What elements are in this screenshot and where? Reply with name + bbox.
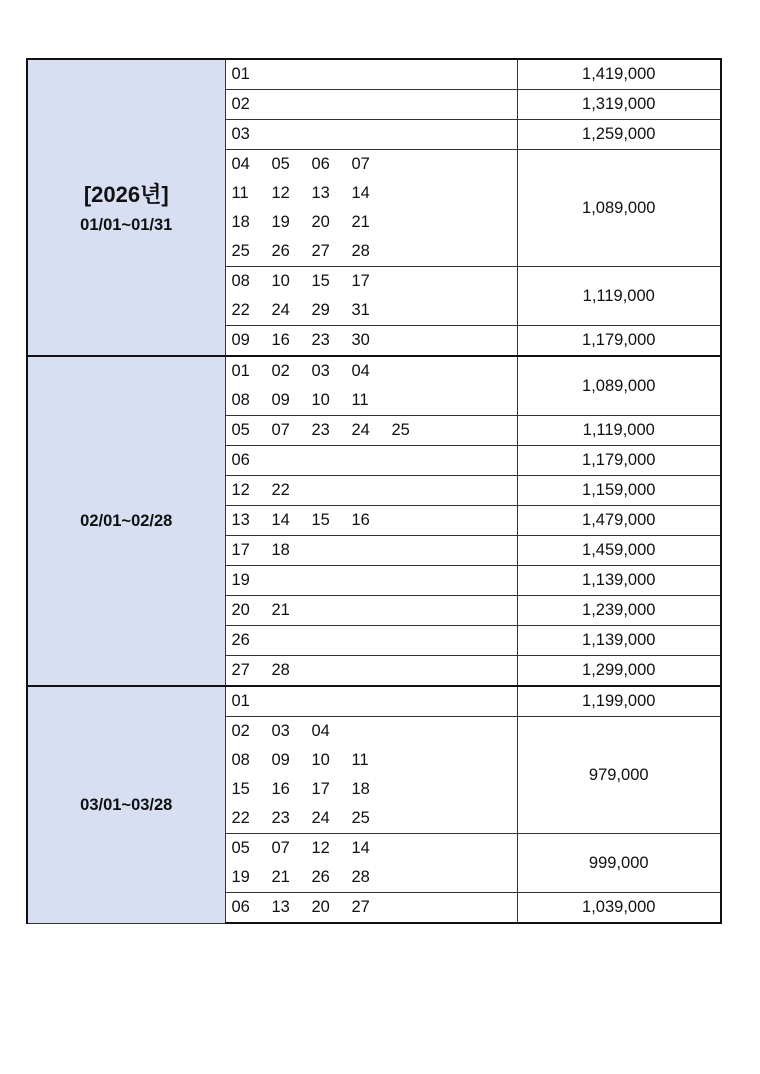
date-line: [232, 834, 517, 863]
date-line: [232, 775, 517, 804]
day-number: 03: [231, 125, 250, 143]
day-number: 22: [271, 481, 290, 499]
day-number: 11: [351, 751, 369, 769]
date-line: [232, 687, 517, 716]
day-number: 01: [231, 65, 250, 83]
day-number: 19: [271, 213, 290, 231]
departure-dates-cell: [225, 566, 517, 596]
day-number: 22: [231, 301, 250, 319]
day-number: 08: [231, 751, 250, 769]
price-cell: 1,039,000: [517, 893, 721, 924]
departure-dates-cell: [225, 267, 517, 326]
date-line: [232, 150, 517, 179]
year-label: [2026년]: [83, 181, 169, 207]
date-line: [232, 416, 517, 445]
day-number: 26: [271, 242, 290, 260]
date-line: [232, 179, 517, 208]
table-row: [27, 59, 721, 90]
day-number: 05: [231, 421, 250, 439]
date-line: [232, 386, 517, 415]
day-number: 18: [351, 780, 370, 798]
departure-dates-cell: [225, 893, 517, 924]
table-row: [27, 356, 721, 416]
departure-dates-cell: [225, 476, 517, 506]
day-number: 23: [311, 421, 330, 439]
day-number: 20: [311, 213, 330, 231]
day-number: 15: [231, 780, 250, 798]
day-number: 19: [231, 868, 250, 886]
day-number: 09: [271, 391, 290, 409]
day-number: 26: [311, 868, 330, 886]
period-cell: [27, 59, 225, 356]
date-line: [232, 120, 517, 149]
day-number: 08: [231, 391, 250, 409]
table-row: [27, 686, 721, 717]
date-line: [232, 566, 517, 595]
day-number: 28: [351, 868, 370, 886]
day-number: 27: [351, 898, 370, 916]
date-line: [232, 893, 517, 922]
date-line: [232, 296, 517, 325]
day-number: 13: [271, 898, 290, 916]
day-number: 10: [271, 272, 290, 290]
day-number: 07: [271, 839, 290, 857]
day-number: 23: [311, 331, 330, 349]
date-line: [232, 446, 517, 475]
date-line: [232, 717, 517, 746]
day-number: 06: [311, 155, 330, 173]
price-cell: 1,139,000: [517, 626, 721, 656]
departure-dates-cell: [225, 90, 517, 120]
day-number: 08: [231, 272, 250, 290]
day-number: 05: [231, 839, 250, 857]
day-number: 22: [231, 809, 250, 827]
day-number: 18: [231, 213, 250, 231]
date-line: [232, 326, 517, 355]
day-number: 04: [311, 722, 330, 740]
price-cell: 1,259,000: [517, 120, 721, 150]
departure-dates-cell: [225, 717, 517, 834]
departure-dates-cell: [225, 150, 517, 267]
price-cell: 1,089,000: [517, 356, 721, 416]
price-cell: 1,239,000: [517, 596, 721, 626]
day-number: 24: [351, 421, 370, 439]
date-line: [232, 596, 517, 625]
day-number: 02: [271, 362, 290, 380]
day-number: 10: [311, 751, 330, 769]
day-number: 11: [231, 184, 249, 202]
day-number: 21: [271, 868, 290, 886]
day-number: 14: [351, 184, 370, 202]
price-cell: 1,459,000: [517, 536, 721, 566]
day-number: 20: [311, 898, 330, 916]
day-number: 04: [351, 362, 370, 380]
day-number: 02: [231, 95, 250, 113]
day-number: 07: [351, 155, 370, 173]
day-number: 25: [391, 421, 410, 439]
departure-dates-cell: [225, 59, 517, 90]
departure-dates-cell: [225, 446, 517, 476]
price-table: [26, 58, 722, 924]
day-number: 03: [311, 362, 330, 380]
price-cell: 1,119,000: [517, 416, 721, 446]
day-number: 15: [311, 511, 330, 529]
day-number: 17: [311, 780, 330, 798]
day-number: 30: [351, 331, 370, 349]
day-number: 25: [231, 242, 250, 260]
departure-dates-cell: [225, 686, 517, 717]
departure-dates-cell: [225, 626, 517, 656]
day-number: 11: [351, 391, 369, 409]
price-cell: 999,000: [517, 834, 721, 893]
date-line: [232, 90, 517, 119]
day-number: 03: [271, 722, 290, 740]
day-number: 14: [351, 839, 370, 857]
day-number: 12: [271, 184, 290, 202]
day-number: 27: [311, 242, 330, 260]
day-number: 21: [271, 601, 290, 619]
day-number: 29: [311, 301, 330, 319]
day-number: 16: [271, 331, 290, 349]
day-number: 17: [231, 541, 250, 559]
day-number: 31: [351, 301, 370, 319]
day-number: 12: [231, 481, 250, 499]
price-cell: 1,479,000: [517, 506, 721, 536]
date-line: [232, 267, 517, 296]
date-range-label: 01/01~01/31: [80, 215, 173, 234]
price-cell: 1,179,000: [517, 326, 721, 357]
departure-dates-cell: [225, 506, 517, 536]
day-number: 06: [231, 451, 250, 469]
day-number: 21: [351, 213, 370, 231]
price-cell: 1,299,000: [517, 656, 721, 687]
price-cell: 1,419,000: [517, 59, 721, 90]
day-number: 20: [231, 601, 250, 619]
day-number: 28: [351, 242, 370, 260]
departure-dates-cell: [225, 596, 517, 626]
day-number: 26: [231, 631, 250, 649]
day-number: 01: [231, 362, 250, 380]
day-number: 09: [231, 331, 250, 349]
day-number: 05: [271, 155, 290, 173]
date-range-label: 02/01~02/28: [80, 512, 173, 530]
date-line: [232, 863, 517, 892]
day-number: 16: [351, 511, 370, 529]
day-number: 28: [271, 661, 290, 679]
day-number: 02: [231, 722, 250, 740]
departure-dates-cell: [225, 120, 517, 150]
date-line: [232, 804, 517, 833]
date-line: [232, 656, 517, 685]
departure-dates-cell: [225, 356, 517, 416]
day-number: 25: [351, 809, 370, 827]
date-line: [232, 357, 517, 386]
day-number: 15: [311, 272, 330, 290]
departure-dates-cell: [225, 536, 517, 566]
price-cell: 1,159,000: [517, 476, 721, 506]
day-number: 24: [311, 809, 330, 827]
day-number: 19: [231, 571, 250, 589]
price-cell: 979,000: [517, 717, 721, 834]
period-cell: [27, 686, 225, 923]
day-number: 18: [271, 541, 290, 559]
day-number: 01: [231, 692, 250, 710]
day-number: 06: [231, 898, 250, 916]
day-number: 23: [271, 809, 290, 827]
price-cell: 1,089,000: [517, 150, 721, 267]
day-number: 10: [311, 391, 330, 409]
day-number: 27: [231, 661, 250, 679]
day-number: 04: [231, 155, 250, 173]
date-line: [232, 536, 517, 565]
departure-dates-cell: [225, 416, 517, 446]
date-line: [232, 476, 517, 505]
price-cell: 1,199,000: [517, 686, 721, 717]
day-number: 13: [231, 511, 250, 529]
date-range-label: 03/01~03/28: [80, 795, 173, 814]
day-number: 13: [311, 184, 330, 202]
day-number: 17: [351, 272, 370, 290]
day-number: 24: [271, 301, 290, 319]
period-cell: [27, 356, 225, 686]
price-cell: 1,319,000: [517, 90, 721, 120]
date-line: [232, 626, 517, 655]
day-number: 07: [271, 421, 290, 439]
departure-dates-cell: [225, 656, 517, 687]
day-number: 14: [271, 511, 290, 529]
date-line: [232, 237, 517, 266]
date-line: [232, 746, 517, 775]
departure-dates-cell: [225, 834, 517, 893]
price-cell: 1,119,000: [517, 267, 721, 326]
day-number: 12: [311, 839, 330, 857]
date-line: [232, 506, 517, 535]
day-number: 09: [271, 751, 290, 769]
date-line: [232, 60, 517, 89]
departure-dates-cell: [225, 326, 517, 357]
day-number: 16: [271, 780, 290, 798]
price-cell: 1,179,000: [517, 446, 721, 476]
price-cell: 1,139,000: [517, 566, 721, 596]
date-line: [232, 208, 517, 237]
